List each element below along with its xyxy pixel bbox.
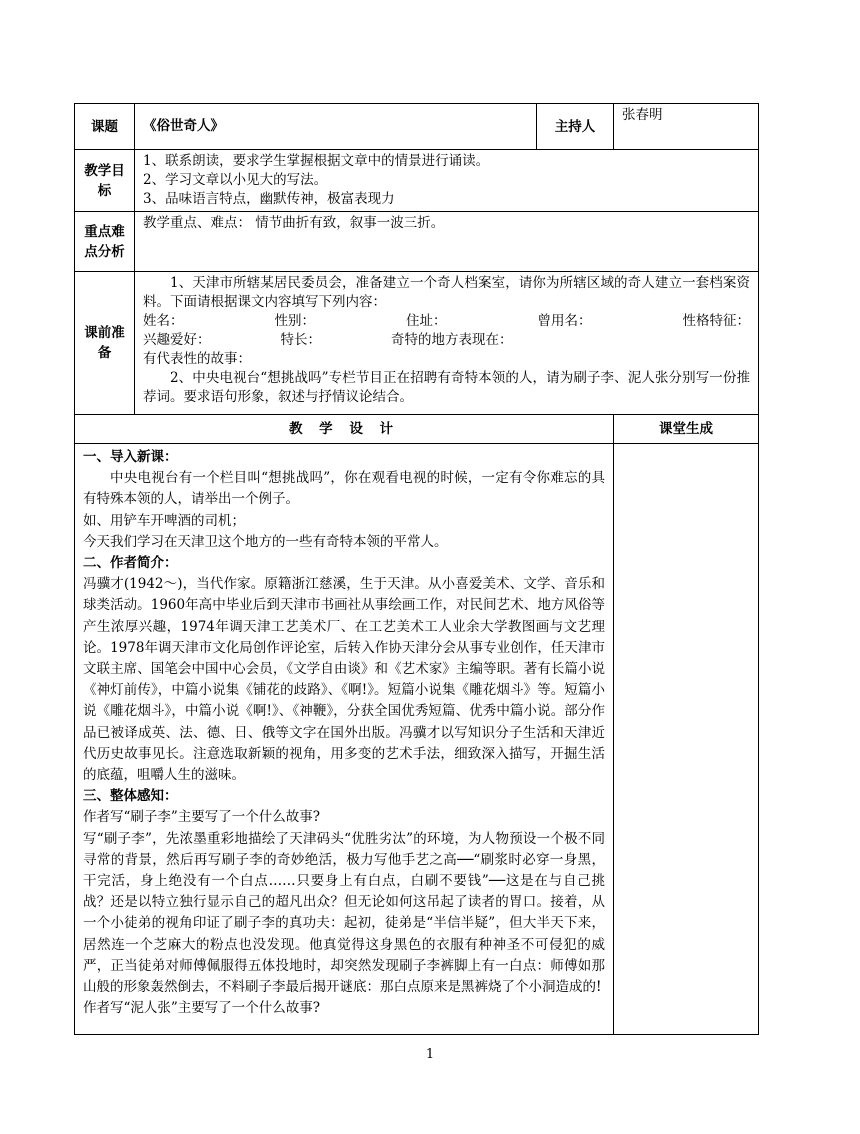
field-name: 姓名：: [143, 313, 184, 329]
objectives-row: [75, 150, 759, 212]
host-value: 张春明: [614, 104, 759, 150]
objective-item: 1、联系朗读，要求学生掌握根据文章中的情景进行诵读。: [143, 153, 490, 169]
key-points-label: 重点难点分析: [75, 212, 135, 272]
section-intro-lead: 今天我们学习在天津卫这个地方的一些有奇特本领的平常人。: [83, 533, 448, 550]
key-points-text: 教学重点、难点： 情节曲折有致，叙事一波三折。: [135, 212, 759, 272]
section-overview-question1: 作者写“刷子李”主要写了一个什么故事?: [83, 809, 321, 826]
topic-row: [75, 104, 759, 150]
field-address: 住址：: [406, 313, 447, 329]
class-generation-cell: [614, 444, 759, 1035]
class-generation-title: 课堂生成: [614, 415, 759, 444]
section-intro-title: 一、导入新课：: [83, 449, 178, 465]
topic-value: 《俗世奇人》: [135, 104, 537, 150]
objective-item: 2、学习文章以小见大的写法。: [143, 172, 328, 188]
field-specialty: 特长：: [280, 332, 321, 348]
section-author-text: 冯骥才(1942～)，当代作家。原籍浙江慈溪，生于天津。从小喜爱美术、文学、音乐和球类活动。1960年高中毕业后到天津市书画社从事绘画工作，对民间艺术、地方风俗等产生浓厚兴趣，1974年调天津工艺美术厂、在工艺美术工人业余大学教图画与文艺理论。1978年调天津市文化局创作评论室，后转入作协天津分会从事专业创作，任天津市文联主席、国笔会中国中心会员，《文学自由谈》和《艺术家》主编等职。著有长篇小说《神灯前传》，中篇小说集《铺花的歧路》、《啊!》。短篇小说集《雕花烟斗》等。短篇小说《雕花烟斗》，中篇小说《啊!》、《神鞭》，分获全国优秀短篇、优秀中篇小说。部分作品已被译成英、法、德、日、俄等文字在国外出版。冯骥才以写知识分子生活和天津近代历史故事见长。注意选取新颖的视角，用多变的艺术手法，细致深入描写，开掘生活的底蕴，咀嚼人生的滋味。: [83, 576, 605, 784]
field-hobby: 兴趣爱好：: [143, 332, 211, 348]
page-number: 1: [425, 1047, 435, 1062]
section-overview-answer1: 写“刷子李”，先浓墨重彩地描绘了天津码头“优胜劣汰”的环境，为人物预设一个极不同寻常的背景，然后再写刷子李的奇妙绝活，极力写他手艺之高──“刷浆时必穿一身黑，干完活，身上绝没有一个白点……只要身上有白点，白刷不要钱”──这是在与自己挑战？还是以特立独行显示自己的超凡出众？但无论如何这吊起了读者的胃口。接着，从一个小徒弟的视角印证了刷子李的真功夫：起初，徒弟是“半信半疑”，但大半天下来，居然连一个芝麻大的粉点也没发现。他真觉得这身黑色的衣服有种神圣不可侵犯的威严，正当徒弟对师傅佩服得五体投地时，却突然发现刷子李裤脚上有一白点：师傅如那山般的形象轰然倒去，不料刷子李最后揭开谜底：那白点原来是黑裤烧了个小洞造成的!: [83, 830, 605, 996]
preparation-row: [75, 272, 759, 415]
preparation-label: 课前准备: [75, 272, 135, 415]
section-intro-example: 如、用铲车开啤酒的司机；: [83, 512, 245, 529]
section-author-title: 二、作者简介：: [83, 555, 178, 572]
design-content: [75, 444, 614, 1035]
section-intro-text: 中央电视台有一个栏目叫“想挑战吗”，你在观看电视的时候，一定有令你难忘的具有特殊本领的人，请举出一个例子。: [83, 470, 605, 508]
lesson-plan-table: [74, 103, 759, 1035]
section-overview-question2: 作者写“泥人张”主要写了一个什么故事?: [83, 1000, 321, 1017]
key-points-row: [75, 212, 759, 272]
objectives-content: [135, 150, 759, 212]
preparation-content: [135, 272, 759, 415]
objective-item: 3、品味语言特点，幽默传神，极富表现力: [143, 191, 395, 207]
section-overview-title: 三、整体感知：: [83, 788, 178, 805]
field-former-name: 曾用名：: [537, 313, 592, 329]
host-label: 主持人: [537, 104, 614, 150]
design-title: 教 学 设 计: [75, 415, 614, 444]
design-body-row: [75, 444, 759, 1035]
preparation-intro: 1、天津市所辖某居民委员会，准备建立一个奇人档案室，请你为所辖区域的奇人建立一套档案资料。下面请根据课文内容填写下列内容：: [143, 275, 750, 310]
field-personality: 性格特征：: [682, 313, 750, 329]
design-header-row: [75, 415, 759, 444]
preparation-task2: 2、中央电视台“想挑战吗”专栏节目正在招聘有奇特本领的人，请为刷子李、泥人张分别写一份推荐词。要求语句形象，叙述与抒情议论结合。: [143, 370, 750, 405]
topic-label: 课题: [75, 104, 135, 150]
field-gender: 性别：: [274, 313, 315, 329]
objectives-label: 教学目标: [75, 150, 135, 212]
archive-fields-row2: [143, 331, 750, 350]
field-story: 有代表性的故事：: [143, 351, 251, 367]
field-uniqueness: 奇特的地方表现在：: [391, 332, 513, 348]
archive-fields-row1: [143, 312, 750, 331]
